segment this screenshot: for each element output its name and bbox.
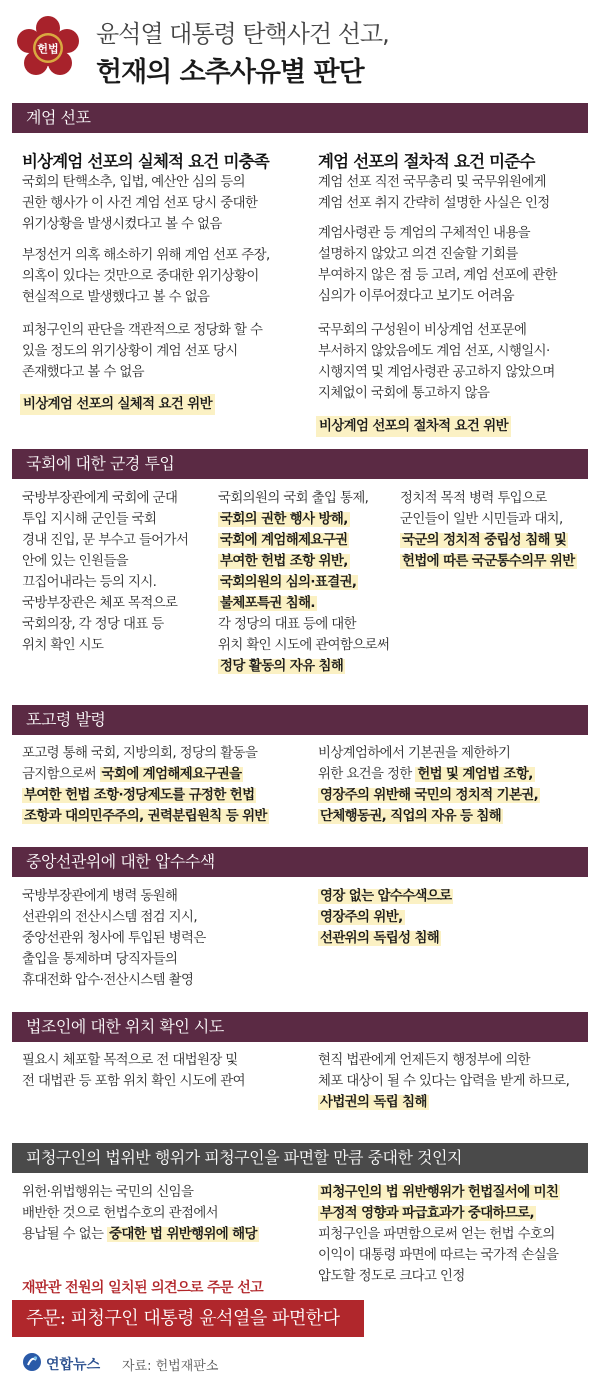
unanimous-note: 재판관 전원의 일치된 의견으로 주문 선고 xyxy=(22,1280,264,1296)
s6-left: 위헌·위법행위는 국민의 신임을 배반한 것으로 헌법수호의 관점에서 용납될 수 없는 중대한 법 위반행위에 해당 xyxy=(22,1185,257,1242)
s1-left-p3: 피청구인의 판단을 객관적으로 정당화 할 수 있을 정도의 위기상황이 계엄 선포 당시 존재했다고 볼 수 없음 xyxy=(22,323,263,380)
s1-right-p3: 국무회의 구성원이 비상계엄 선포문에 부서하지 않았음에도 계엄 선포, 시행일시· 시행지역 및 계엄사령관 공고하지 않았으며 지체없이 국회에 통고하지 않음 xyxy=(318,323,555,401)
s4-left: 국방부장관에게 병력 동원해 선관위의 전산시스템 점검 지시, 중앙선관위 청사에 투입된 병력은 출입을 통제하며 당직자들의 휴대전화 압수·전산시스템 촬영 xyxy=(22,889,206,988)
s1-right-p2: 계엄사령관 등 계엄의 구체적인 내용을 설명하지 않았고 의견 진술할 기회를 부여하지 않은 점 등 고려, 계엄 선포에 관한 심의가 이루어졌다고 보기도 어려움 xyxy=(318,226,557,304)
s2-col1: 국방부장관에게 국회에 군대 투입 지시해 군인들 국회 경내 진입, 문 부수고 들어가서 안에 있는 인원들을 끄집어내라는 등의 지시. 국방부장관은 체포 목적으로 국회의장, 각 정당 대표 등 위치 확인 시도 xyxy=(22,491,189,653)
section-bar-decree: 포고령 발령 xyxy=(12,705,588,735)
seal-text: 헌법 xyxy=(37,42,59,56)
verdict-banner: 주문: 피청구인 대통령 윤석열을 파면한다 xyxy=(12,1300,364,1337)
yonhap-logo-text: 연합뉴스 xyxy=(46,1357,101,1373)
section-bar-judges-location: 법조인에 대한 위치 확인 시도 xyxy=(12,1012,588,1042)
title-line-1: 윤석열 대통령 탄핵사건 선고, xyxy=(96,20,389,48)
source-text: 자료: 헌법재판소 xyxy=(122,1359,219,1374)
title-line-2: 헌재의 소추사유별 판단 xyxy=(96,57,364,88)
s1-left-p1: 국회의 탄핵소추, 입법, 예산안 심의 등의 권한 행사가 이 사건 계엄 선포 당시 중대한 위기상황을 발생시켰다고 볼 수 없음 xyxy=(22,175,258,232)
s5-left: 필요시 체포할 목적으로 전 대법원장 및 전 대법관 등 포함 위치 확인 시도에 관여 xyxy=(22,1053,245,1089)
s6-right: 피청구인의 법 위반행위가 헌법질서에 미친 부정적 영향과 파급효과가 중대하므로, 피청구인을 파면함으로써 얻는 헌법 수호의 이익이 대통령 파면에 따르는 국가적 손실을 압도할 정도로 크다고 인정 xyxy=(318,1185,559,1284)
s3-right: 비상계엄하에서 기본권을 제한하기 위한 요건을 정한 헌법 및 계엄법 조항, 영장주의 위반해 국민의 정치적 기본권, 단체행동권, 직업의 자유 등 침해 xyxy=(318,746,539,824)
s4-right: 영장 없는 압수수색으로 영장주의 위반, 선관위의 독립성 침해 xyxy=(320,889,452,946)
section-bar-election-commission-search: 중앙선관위에 대한 압수수색 xyxy=(12,847,588,877)
section-bar-martial-law-declaration: 계엄 선포 xyxy=(12,103,588,133)
s3-left: 포고령 통해 국회, 지방의회, 정당의 활동을 금지함으로써 국회에 계엄해제요구권을 부여한 헌법 조항·정당제도를 규정한 헌법 조항과 대의민주주의, 권력분립원칙 등 위반 xyxy=(22,746,267,824)
s1-left-conclusion: 비상계엄 선포의 실체적 요건 위반 xyxy=(20,394,215,415)
constitutional-court-seal-icon xyxy=(14,14,82,82)
yonhap-logo-icon xyxy=(22,1352,42,1372)
s1-right-subtitle: 계엄 선포의 절차적 요건 미준수 xyxy=(318,152,535,171)
section-bar-troops-to-assembly: 국회에 대한 군경 투입 xyxy=(12,449,588,479)
s2-col3: 정치적 목적 병력 투입으로 군인들이 일반 시민들과 대치, 국군의 정치적 중립성 침해 및 헌법에 따른 국군통수의무 위반 xyxy=(400,491,575,569)
s1-left-p2: 부정선거 의혹 해소하기 위해 계엄 선포 주장, 의혹이 있다는 것만으로 중대한 위기상황이 현실적으로 발생했다고 볼 수 없음 xyxy=(22,248,270,305)
s1-right-conclusion: 비상계엄 선포의 절차적 요건 위반 xyxy=(316,416,511,437)
s2-col2: 국회의원의 국회 출입 통제, 국회의 권한 행사 방해, 국회에 계엄해제요구권 부여한 헌법 조항 위반, 국회의원의 심의·표결권, 불체포특권 침해. 각 정당의 대표 등에 대한 위치 확인 시도에 관여함으로써 정당 활동의 자유 침해 xyxy=(218,491,390,674)
s1-left-subtitle: 비상계엄 선포의 실체적 요건 미충족 xyxy=(22,152,269,171)
s5-right: 현직 법관에게 언제든지 행정부에 의한 체포 대상이 될 수 있다는 압력을 받게 하므로, 사법권의 독립 침해 xyxy=(318,1053,570,1110)
s1-right-p1: 계엄 선포 직전 국무총리 및 국무위원에게 계엄 선포 취지 간략히 설명한 사실은 인정 xyxy=(318,175,550,211)
section-bar-gravity-of-violation: 피청구인의 법위반 행위가 피청구인을 파면할 만큼 중대한 것인지 xyxy=(12,1143,588,1173)
